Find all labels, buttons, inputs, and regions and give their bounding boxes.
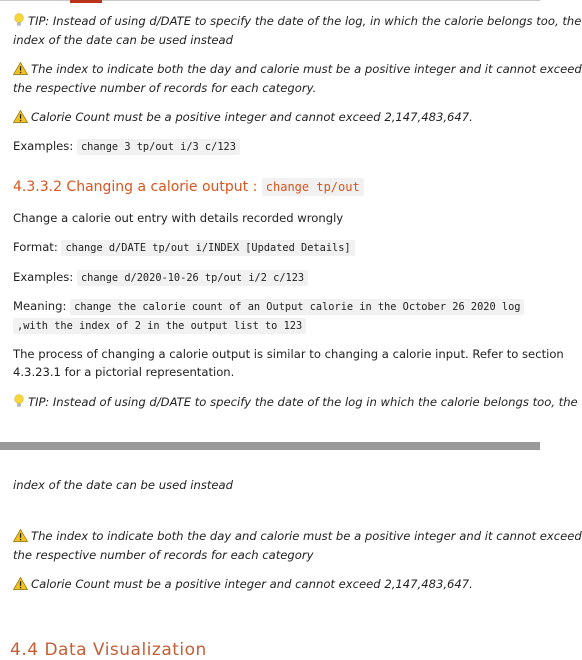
tip-2-cont: index of the date can be used instead (13, 478, 234, 492)
warning-2: Calorie Count must be a positive integer and cannot exceed 2,147,483,647. (13, 108, 528, 129)
warning-3-cont: the respective number of records for each category (13, 548, 314, 562)
next-section-heading: 4.4 Data Visualization (10, 640, 207, 660)
section-description: Change a calorie out entry with details recorded wrongly (13, 211, 344, 225)
warning-3: The index to indicate both the day and calorie must be a positive integer and it cannot exceed (13, 527, 528, 548)
tip-2: TIP: Instead of using d/DATE to specify the date of the log in which the calorie belongs too, the (13, 393, 528, 414)
page-separator (0, 442, 540, 450)
code-example-1: change 3 tp/out i/3 c/123 (77, 139, 240, 155)
lightbulb-icon (13, 394, 25, 414)
warning-1-cont: the respective number of records for each category. (13, 81, 317, 95)
process-paragraph: The process of changing a calorie output is similar to changing a calorie input. Refer to section (13, 347, 564, 361)
document-page-2 (0, 450, 582, 660)
examples-1: Examples: change 3 tp/out i/3 c/123 (13, 137, 528, 157)
lightbulb-icon (13, 13, 25, 33)
format-code: change d/DATE tp/out i/INDEX [Updated Details] (61, 240, 354, 256)
warning-4: Calorie Count must be a positive integer and cannot exceed 2,147,483,647. (13, 575, 528, 596)
examples-2: Examples: change d/2020-10-26 tp/out i/2 c/123 (13, 268, 528, 288)
heading-command-code: change tp/out (262, 178, 364, 196)
tip-1: TIP: Instead of using d/DATE to specify the date of the log, in which the calorie belongs too, the (13, 12, 528, 33)
process-paragraph-cont: 4.3.23.1 for a pictorial representation. (13, 365, 235, 379)
meaning-line-cont (13, 316, 528, 336)
meaning-line: Meaning: change the calorie count of an Output calorie in the October 26 2020 log (13, 297, 528, 317)
top-accent-bar (70, 0, 102, 3)
warning-1: The index to indicate both the day and calorie must be a positive integer and it cannot exceed (13, 60, 528, 81)
format-line: Format: change d/DATE tp/out i/INDEX [Updated Details] (13, 238, 528, 258)
tip-1-cont: index of the date can be used instead (13, 33, 234, 47)
section-heading-4-3-3-2: 4.3.3.2 Changing a calorie output : change tp/out (13, 178, 528, 197)
meaning-code: change the calorie count of an Output calorie in the October 26 2020 log (70, 299, 524, 315)
warning-icon (13, 577, 28, 596)
warning-icon (13, 110, 28, 129)
code-example-2: change d/2020-10-26 tp/out i/2 c/123 (77, 270, 308, 286)
meaning-code-cont: ,with the index of 2 in the output list to 123 (13, 318, 306, 334)
